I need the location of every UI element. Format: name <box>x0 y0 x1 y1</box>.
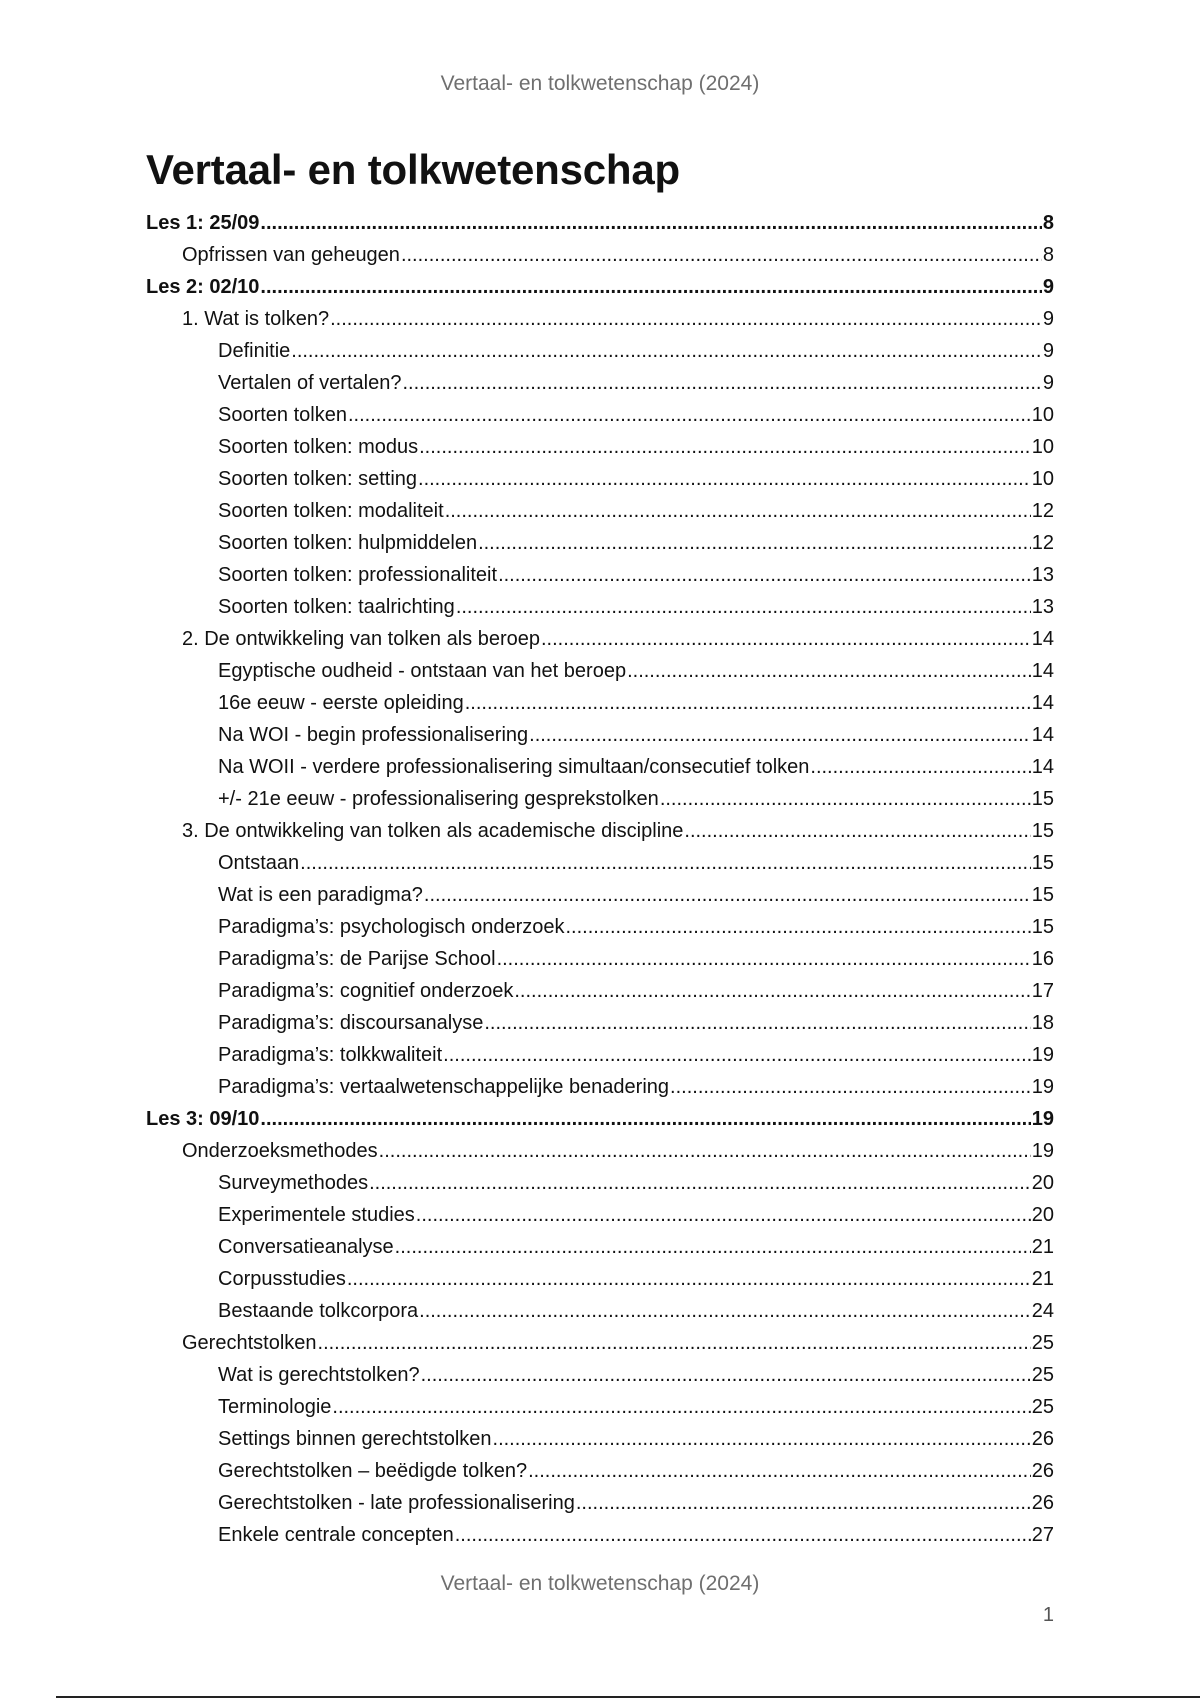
toc-entry-page: 20 <box>1031 1172 1054 1194</box>
toc-dot-leader <box>484 1007 1030 1039</box>
toc-dot-leader <box>497 943 1031 975</box>
toc-entry-page: 25 <box>1031 1396 1054 1418</box>
toc-entry[interactable] <box>146 271 1054 303</box>
toc-entry[interactable] <box>146 1071 1054 1103</box>
toc-entry[interactable] <box>146 591 1054 623</box>
toc-entry-label: Paradigma’s: discoursanalyse <box>218 1012 484 1034</box>
toc-entry-label: Paradigma’s: vertaalwetenschappelijke benadering <box>218 1076 670 1098</box>
toc-entry-page: 14 <box>1031 628 1054 650</box>
toc-entry-page: 10 <box>1031 468 1054 490</box>
toc-entry-label: Paradigma’s: psychologisch onderzoek <box>218 916 565 938</box>
page-number: 1 <box>1042 1604 1054 1626</box>
toc-entry-label: 3. De ontwikkeling van tolken als academische discipline <box>182 820 684 842</box>
toc-dot-leader <box>318 1327 1031 1359</box>
running-header: Vertaal- en tolkwetenschap (2024) <box>440 72 760 95</box>
toc-entry-label: Enkele centrale concepten <box>218 1524 454 1546</box>
toc-entry[interactable] <box>146 751 1054 783</box>
toc-entry[interactable] <box>146 1295 1054 1327</box>
toc-entry-label: Experimentele studies <box>218 1204 415 1226</box>
toc-dot-leader <box>810 751 1030 783</box>
toc-entry[interactable] <box>146 623 1054 655</box>
toc-entry-label: Definitie <box>218 340 291 362</box>
toc-entry[interactable] <box>146 1231 1054 1263</box>
toc-entry[interactable] <box>146 1135 1054 1167</box>
toc-entry-label: Les 1: 25/09 <box>146 212 260 234</box>
toc-dot-leader <box>347 1263 1031 1295</box>
toc-dot-leader <box>260 271 1041 303</box>
page-bottom-rule <box>56 1696 1200 1698</box>
toc-entry[interactable] <box>146 1007 1054 1039</box>
toc-entry-label: Paradigma’s: cognitief onderzoek <box>218 980 514 1002</box>
toc-dot-leader <box>424 879 1031 911</box>
table-of-contents <box>146 207 1054 1551</box>
toc-dot-leader <box>529 719 1031 751</box>
toc-entry-label: Wat is een paradigma? <box>218 884 423 906</box>
toc-dot-leader <box>395 1231 1031 1263</box>
toc-dot-leader <box>421 1359 1031 1391</box>
toc-entry-label: Wat is gerechtstolken? <box>218 1364 420 1386</box>
toc-entry-label: Les 2: 02/10 <box>146 276 260 298</box>
toc-entry-label: Soorten tolken: setting <box>218 468 418 490</box>
toc-entry[interactable] <box>146 399 1054 431</box>
toc-entry-label: Soorten tolken <box>218 404 347 426</box>
toc-entry[interactable] <box>146 303 1054 335</box>
toc-dot-leader <box>660 783 1031 815</box>
toc-dot-leader <box>348 399 1031 431</box>
toc-entry-label: Surveymethodes <box>218 1172 369 1194</box>
toc-dot-leader <box>478 527 1031 559</box>
toc-entry[interactable] <box>146 239 1054 271</box>
toc-entry-page: 8 <box>1042 212 1054 234</box>
toc-entry-page: 19 <box>1031 1044 1054 1066</box>
toc-dot-leader <box>401 239 1042 271</box>
toc-entry-label: Terminologie <box>218 1396 332 1418</box>
toc-entry[interactable] <box>146 1327 1054 1359</box>
toc-dot-leader <box>332 1391 1030 1423</box>
toc-entry[interactable] <box>146 1455 1054 1487</box>
toc-entry-page: 25 <box>1031 1364 1054 1386</box>
toc-entry-page: 21 <box>1031 1236 1054 1258</box>
toc-dot-leader <box>260 207 1041 239</box>
toc-entry-page: 15 <box>1031 884 1054 906</box>
toc-entry-label: Na WOI - begin professionalisering <box>218 724 529 746</box>
document-title: Vertaal- en tolkwetenschap <box>146 146 680 193</box>
toc-entry[interactable] <box>146 1103 1054 1135</box>
toc-entry[interactable] <box>146 431 1054 463</box>
toc-entry[interactable] <box>146 335 1054 367</box>
toc-dot-leader <box>456 591 1031 623</box>
toc-dot-leader <box>566 911 1031 943</box>
toc-entry[interactable] <box>146 1199 1054 1231</box>
toc-dot-leader <box>670 1071 1031 1103</box>
toc-dot-leader <box>402 367 1041 399</box>
toc-entry-label: Bestaande tolkcorpora <box>218 1300 419 1322</box>
toc-entry-label: Gerechtstolken - late professionalisering <box>218 1492 575 1514</box>
toc-entry-label: Corpusstudies <box>218 1268 346 1290</box>
toc-entry-label: Soorten tolken: modaliteit <box>218 500 444 522</box>
toc-entry-page: 14 <box>1031 692 1054 714</box>
toc-entry-page: 27 <box>1031 1524 1054 1546</box>
toc-dot-leader <box>369 1167 1031 1199</box>
toc-entry-page: 17 <box>1031 980 1054 1002</box>
toc-entry[interactable] <box>146 1359 1054 1391</box>
toc-dot-leader <box>445 495 1031 527</box>
toc-entry-page: 19 <box>1031 1108 1054 1130</box>
toc-entry[interactable] <box>146 1423 1054 1455</box>
toc-entry[interactable] <box>146 719 1054 751</box>
toc-dot-leader <box>419 431 1031 463</box>
toc-entry-label: Paradigma’s: de Parijse School <box>218 948 496 970</box>
toc-entry[interactable] <box>146 815 1054 847</box>
toc-entry-page: 9 <box>1042 276 1054 298</box>
toc-entry-page: 25 <box>1031 1332 1054 1354</box>
toc-dot-leader <box>379 1135 1031 1167</box>
toc-dot-leader <box>260 1103 1030 1135</box>
toc-entry[interactable] <box>146 495 1054 527</box>
toc-dot-leader <box>418 463 1031 495</box>
toc-entry[interactable] <box>146 687 1054 719</box>
toc-entry-page: 15 <box>1031 916 1054 938</box>
toc-entry[interactable] <box>146 1391 1054 1423</box>
toc-entry-label: Egyptische oudheid - ontstaan van het beroep <box>218 660 627 682</box>
toc-dot-leader <box>330 303 1042 335</box>
toc-entry-label: Paradigma’s: tolkkwaliteit <box>218 1044 443 1066</box>
toc-entry[interactable] <box>146 1263 1054 1295</box>
toc-entry-label: Soorten tolken: professionaliteit <box>218 564 498 586</box>
toc-entry-page: 10 <box>1031 404 1054 426</box>
toc-dot-leader <box>576 1487 1031 1519</box>
toc-entry[interactable] <box>146 911 1054 943</box>
toc-entry-label: Soorten tolken: hulpmiddelen <box>218 532 478 554</box>
toc-entry-page: 21 <box>1031 1268 1054 1290</box>
toc-entry-label: Settings binnen gerechtstolken <box>218 1428 492 1450</box>
toc-entry-page: 19 <box>1031 1076 1054 1098</box>
running-footer: Vertaal- en tolkwetenschap (2024) <box>440 1572 760 1595</box>
toc-entry-page: 13 <box>1031 596 1054 618</box>
toc-dot-leader <box>455 1519 1031 1551</box>
toc-entry[interactable] <box>146 879 1054 911</box>
toc-entry-page: 26 <box>1031 1428 1054 1450</box>
toc-entry-page: 26 <box>1031 1492 1054 1514</box>
toc-entry-label: 16e eeuw - eerste opleiding <box>218 692 464 714</box>
toc-entry[interactable] <box>146 655 1054 687</box>
toc-entry-label: Soorten tolken: taalrichting <box>218 596 455 618</box>
toc-entry-page: 14 <box>1031 756 1054 778</box>
toc-entry-page: 20 <box>1031 1204 1054 1226</box>
toc-entry[interactable] <box>146 847 1054 879</box>
toc-dot-leader <box>514 975 1030 1007</box>
toc-dot-leader <box>493 1423 1031 1455</box>
toc-entry-page: 9 <box>1042 340 1054 362</box>
toc-entry-page: 15 <box>1031 852 1054 874</box>
toc-entry-label: Ontstaan <box>218 852 300 874</box>
toc-entry-page: 8 <box>1042 244 1054 266</box>
toc-entry-page: 24 <box>1031 1300 1054 1322</box>
toc-entry-page: 9 <box>1042 372 1054 394</box>
toc-dot-leader <box>416 1199 1031 1231</box>
toc-entry[interactable] <box>146 463 1054 495</box>
toc-entry[interactable] <box>146 943 1054 975</box>
toc-dot-leader <box>419 1295 1031 1327</box>
toc-entry-page: 16 <box>1031 948 1054 970</box>
toc-dot-leader <box>443 1039 1031 1071</box>
toc-entry[interactable] <box>146 1039 1054 1071</box>
toc-entry-page: 19 <box>1031 1140 1054 1162</box>
toc-entry-page: 14 <box>1031 724 1054 746</box>
toc-entry-page: 15 <box>1031 820 1054 842</box>
toc-entry-page: 12 <box>1031 500 1054 522</box>
toc-entry[interactable] <box>146 1487 1054 1519</box>
toc-entry-page: 12 <box>1031 532 1054 554</box>
toc-entry[interactable] <box>146 783 1054 815</box>
toc-entry[interactable] <box>146 207 1054 239</box>
toc-entry[interactable] <box>146 1519 1054 1551</box>
toc-dot-leader <box>498 559 1031 591</box>
toc-entry-label: Gerechtstolken <box>182 1332 317 1354</box>
toc-entry[interactable] <box>146 367 1054 399</box>
toc-entry[interactable] <box>146 1167 1054 1199</box>
toc-entry-label: 2. De ontwikkeling van tolken als beroep <box>182 628 540 650</box>
toc-dot-leader <box>291 335 1042 367</box>
toc-entry-label: Onderzoeksmethodes <box>182 1140 378 1162</box>
toc-entry-page: 9 <box>1042 308 1054 330</box>
toc-entry-label: Soorten tolken: modus <box>218 436 419 458</box>
toc-entry-page: 14 <box>1031 660 1054 682</box>
toc-entry-page: 10 <box>1031 436 1054 458</box>
toc-entry-page: 26 <box>1031 1460 1054 1482</box>
toc-entry-label: Les 3: 09/10 <box>146 1108 260 1130</box>
toc-entry[interactable] <box>146 527 1054 559</box>
toc-dot-leader <box>541 623 1031 655</box>
toc-entry[interactable] <box>146 975 1054 1007</box>
toc-dot-leader <box>528 1455 1031 1487</box>
toc-entry-label: Vertalen of vertalen? <box>218 372 402 394</box>
toc-entry-page: 18 <box>1031 1012 1054 1034</box>
toc-entry-label: Na WOII - verdere professionalisering simultaan/consecutief tolken <box>218 756 810 778</box>
toc-entry-label: Conversatieanalyse <box>218 1236 394 1258</box>
toc-entry-label: 1. Wat is tolken? <box>182 308 330 330</box>
toc-entry[interactable] <box>146 559 1054 591</box>
toc-dot-leader <box>684 815 1030 847</box>
toc-entry-label: Opfrissen van geheugen <box>182 244 400 266</box>
toc-entry-label: Gerechtstolken – beëdigde tolken? <box>218 1460 528 1482</box>
toc-entry-label: +/- 21e eeuw - professionalisering gesprekstolken <box>218 788 659 810</box>
toc-dot-leader <box>627 655 1031 687</box>
toc-entry-page: 13 <box>1031 564 1054 586</box>
toc-dot-leader <box>300 847 1031 879</box>
toc-dot-leader <box>465 687 1031 719</box>
toc-entry-page: 15 <box>1031 788 1054 810</box>
